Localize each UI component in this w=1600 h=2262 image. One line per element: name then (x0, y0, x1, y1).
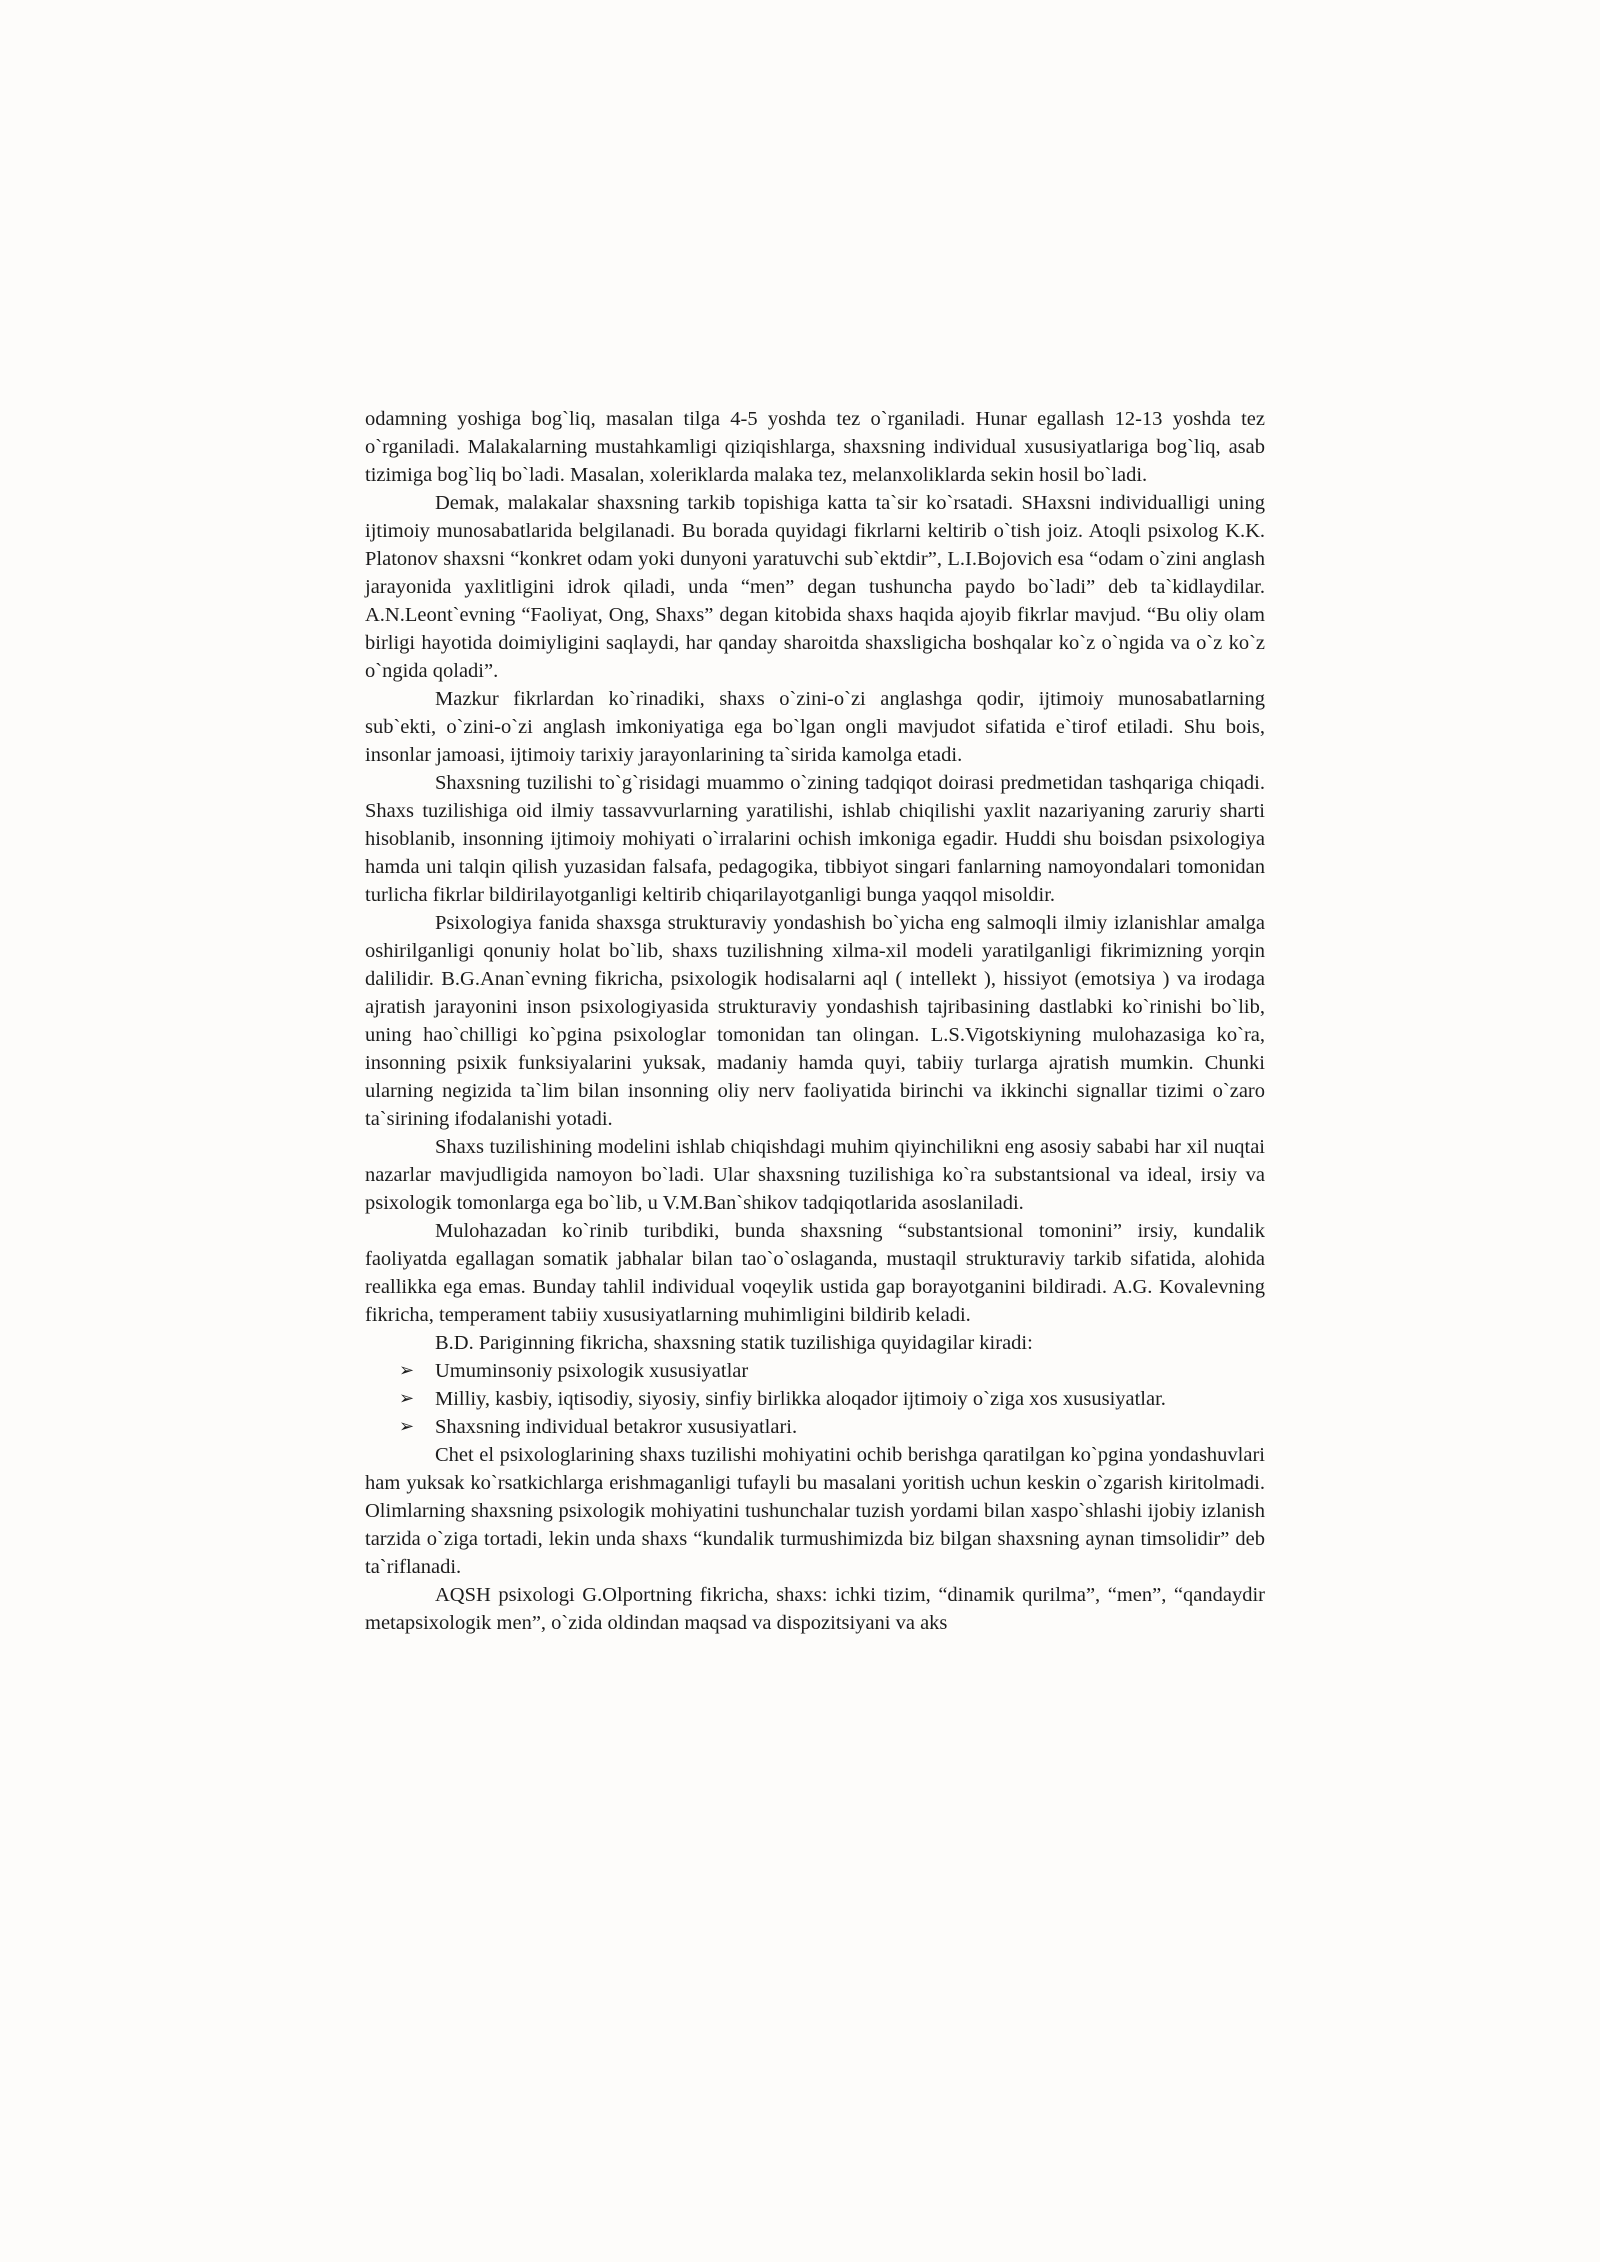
arrow-bullet-icon: ➢ (399, 1388, 415, 1409)
paragraph: odamning yoshiga bog`liq, masalan tilga 4-5 yoshda tez o`rganiladi. Hunar egallash 12-13 yoshda tez o`rganiladi. Malakalarning mustahkamligi qiziqishlarga, shaxsning individual xususiyatlariga bog`liq, asab tizimiga bog`liq bo`ladi. Masalan, xoleriklarda malaka tez, melanxoliklarda sekin hosil bo`ladi. (365, 408, 1265, 486)
list-item (365, 1357, 1265, 1385)
paragraph: Shaxs tuzilishining modelini ishlab chiqishdagi muhim qiyinchilikni eng asosiy sababi har xil nuqtai nazarlar mavjudligida namoyon bo`ladi. Ular shaxsning tuzilishiga ko`ra substantsional va ideal, irsiy va psixologik tomonlarga ega bo`lib, u V.M.Ban`shikov tadqiqotlarida asoslaniladi. (365, 1136, 1265, 1214)
arrow-bullet-icon: ➢ (399, 1416, 415, 1437)
arrow-bullet-icon: ➢ (399, 1360, 415, 1381)
list-item-text: Shaxsning individual betakror xususiyatlari. (435, 1416, 798, 1438)
bullet-list (365, 1357, 1265, 1441)
paragraph: Demak, malakalar shaxsning tarkib topishiga katta ta`sir ko`rsatadi. SHaxsni individualligi uning ijtimoiy munosabatlarida belgilanadi. Bu borada quyidagi fikrlarni keltirib o`tish joiz. Atoqli psixolog K.K. Platonov shaxsni “konkret odam yoki dunyoni yaratuvchi sub`ektdir”, L.I.Bojovich esa “odam o`zini anglash jarayonida yaxlitligini idrok qiladi, unda “men” degan tushuncha paydo bo`ladi” deb ta`kidlaydilar. A.N.Leont`evning “Faoliyat, Ong, Shaxs” degan kitobida shaxs haqida ajoyib fikrlar mavjud. “Bu oliy olam birligi hayotida doimiyligini saqlaydi, har qanday sharoitda shaxsligicha boshqalar ko`z o`ngida va o`z ko`z o`ngida qoladi”. (365, 492, 1265, 682)
document-body (365, 405, 1265, 1637)
paragraph: Chet el psixologlarining shaxs tuzilishi mohiyatini ochib berishga qaratilgan ko`pgina yondashuvlari ham yuksak ko`rsatkichlarga erishmaganligi tufayli bu masalani yoritish uchun keskin o`zgarish kiritolmadi. Olimlarning shaxsning psixologik mohiyatini tushunchalar tuzish yordami bilan xaspo`shlashi ijobiy izlanish tarzida o`ziga tortadi, lekin unda shaxs “kundalik turmushimizda biz bilgan shaxsning aynan timsolidir” deb ta`riflanadi. (365, 1444, 1265, 1578)
list-item (365, 1413, 1265, 1441)
paragraph: Mulohazadan ko`rinib turibdiki, bunda shaxsning “substantsional tomonini” irsiy, kundalik faoliyatda egallagan somatik jabhalar bilan tao`o`oslaganda, mustaqil strukturaviy tarkib sifatida, alohida reallikka ega emas. Bunday tahlil individual voqeylik ustida gap borayotganini bildiradi. A.G. Kovalevning fikricha, temperament tabiiy xususiyatlarning muhimligini bildirib keladi. (365, 1220, 1265, 1326)
paragraph: Shaxsning tuzilishi to`g`risidagi muammo o`zining tadqiqot doirasi predmetidan tashqariga chiqadi. Shaxs tuzilishiga oid ilmiy tassavvurlarning yaratilishi, ishlab chiqilishi yaxlit nazariyaning zaruriy sharti hisoblanib, insonning ijtimoiy mohiyati o`irralarini ochish imkoniga egadir. Huddi shu boisdan psixologiya hamda uni talqin qilish yuzasidan falsafa, pedagogika, tibbiyot singari fanlarning namoyondalari tomonidan turlicha fikrlar bildirilayotganligi keltirib chiqarilayotganligi bunga yaqqol misoldir. (365, 772, 1265, 906)
paragraph: Mazkur fikrlardan ko`rinadiki, shaxs o`zini-o`zi anglashga qodir, ijtimoiy munosabatlarning sub`ekti, o`zini-o`zi anglash imkoniyatiga ega bo`lgan ongli mavjudot sifatida e`tirof etiladi. Shu bois, insonlar jamoasi, ijtimoiy tarixiy jarayonlarining ta`sirida kamolga etadi. (365, 688, 1265, 766)
list-item (365, 1385, 1265, 1413)
list-item-text: Milliy, kasbiy, iqtisodiy, siyosiy, sinfiy birlikka aloqador ijtimoiy o`ziga xos xususiyatlar. (435, 1388, 1166, 1410)
paragraph: B.D. Pariginning fikricha, shaxsning statik tuzilishiga quyidagilar kiradi: (435, 1332, 1033, 1354)
paragraph: AQSH psixologi G.Olportning fikricha, shaxs: ichki tizim, “dinamik qurilma”, “men”, “qandaydir metapsixologik men”, o`zida oldindan maqsad va dispozitsiyani va aks (365, 1584, 1265, 1634)
paragraph: Psixologiya fanida shaxsga strukturaviy yondashish bo`yicha eng salmoqli ilmiy izlanishlar amalga oshirilganligi qonuniy holat bo`lib, shaxs tuzilishning xilma-xil modeli yaratilganligi fikrimizning yorqin dalilidir. B.G.Anan`evning fikricha, psixologik hodisalarni aql ( intellekt ), hissiyot (emotsiya ) va irodaga ajratish jarayonini inson psixologiyasida strukturaviy yondashish tajribasining dastlabki ko`rinishi bo`lib, uning hao`chilligi ko`pgina psixologlar tomonidan tan olingan. L.S.Vigotskiyning mulohazasiga ko`ra, insonning psixik funksiyalarini yuksak, madaniy hamda quyi, tabiiy turlarga ajratish mumkin. Chunki ularning negizida ta`lim bilan insonning oliy nerv faoliyatida birinchi va ikkinchi signallar tizimi o`zaro ta`sirining ifodalanishi yotadi. (365, 912, 1265, 1130)
list-item-text: Umuminsoniy psixologik xususiyatlar (435, 1360, 749, 1382)
